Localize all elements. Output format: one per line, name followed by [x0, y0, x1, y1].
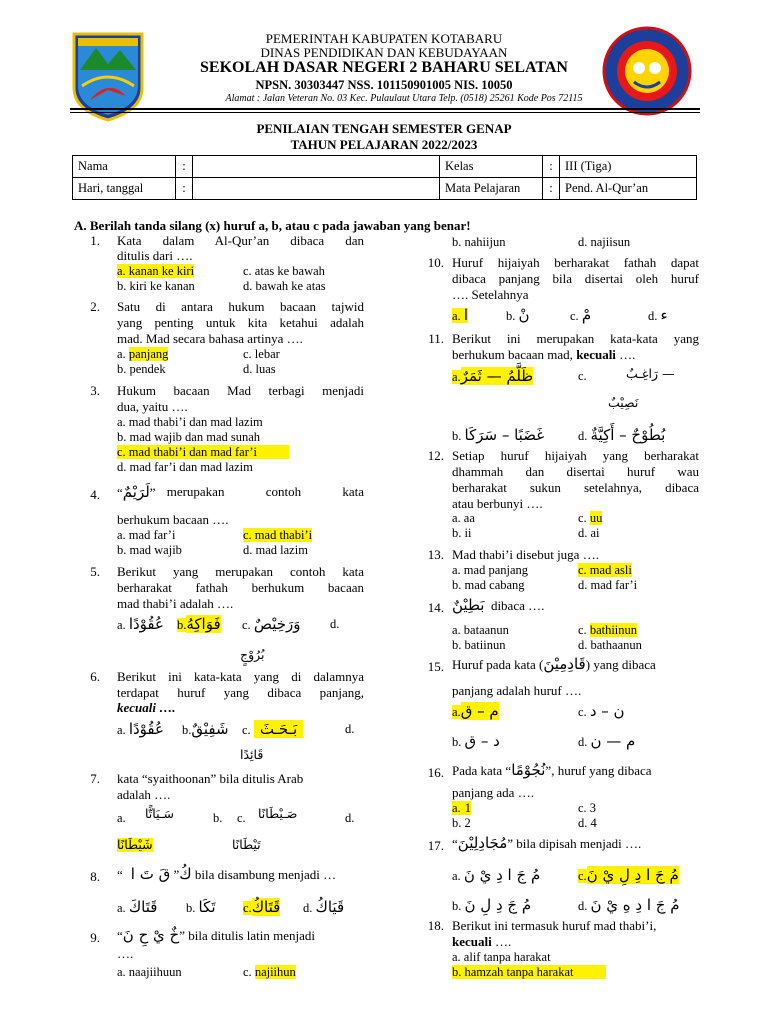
question-text: بَطِيْنٌ dibaca ….	[452, 596, 545, 614]
question-number: 13.	[427, 547, 444, 562]
option-b[interactable]: شَيْطَانًا	[117, 837, 153, 852]
option-c[interactable]: مُ جَ ا دِ لِ يْ نَ	[586, 866, 679, 884]
option-d[interactable]: بُطُوْحٌ – أَكِيَّةٌ	[590, 426, 666, 444]
option-a[interactable]: a. mad panjang	[452, 563, 529, 577]
question-text: Huruf pada kata (قَادِمِيْنَ) yang dibaca	[452, 655, 656, 673]
question-text: Berikut yang merupakan contoh kata	[117, 564, 364, 579]
option-c[interactable]: c. atas ke bawah	[243, 264, 325, 278]
option-d[interactable]: d. mad far’i dan mad lazim	[117, 460, 253, 474]
hari-label: Hari, tanggal	[73, 178, 176, 200]
option-d[interactable]: قَيَاكُ	[315, 898, 345, 916]
school-ids: NPSN. 30303447 NSS. 101150901005 NIS. 10050	[255, 78, 513, 92]
exam-title: PENILAIAN TENGAH SEMESTER GENAP	[256, 121, 512, 136]
question-text: “خٌ يْ حِ نَ” bila ditulis latin menjadi	[117, 926, 315, 944]
kelas-value: III (Tiga)	[560, 156, 697, 178]
colon: :	[543, 178, 560, 200]
option-a[interactable]: 1	[461, 801, 471, 815]
question-text: atau berbunyi ….	[452, 496, 543, 511]
question-text: Berikut ini kata-kata yang di dalamnya	[117, 669, 364, 684]
option-a[interactable]: م – ق	[460, 702, 499, 720]
colon: :	[176, 156, 193, 178]
question-text: berhukum bacaan ….	[117, 512, 229, 527]
gov-name: PEMERINTAH KABUPATEN KOTABARU	[265, 31, 503, 46]
option-c[interactable]: bathiinun	[589, 623, 638, 637]
question-text: ditulis dari ….	[117, 248, 193, 263]
option-b[interactable]: b. ii	[452, 526, 472, 540]
option-b[interactable]: د – ق	[464, 732, 500, 750]
option-a[interactable]: a. bataanun	[452, 623, 509, 637]
hari-field[interactable]	[193, 178, 440, 200]
option-d[interactable]: بُرُوْجٍ	[240, 647, 265, 662]
option-c[interactable]: c. mad asli	[578, 563, 632, 577]
question-text: panjang adalah huruf ….	[452, 683, 582, 698]
school-name: SEKOLAH DASAR NEGERI 2 BAHARU SELATAN	[200, 59, 568, 76]
option-b[interactable]: b. mad wajib dan mad sunah	[117, 430, 261, 444]
option-d[interactable]: d. bawah ke atas	[243, 279, 326, 293]
option-c[interactable]: وَرَخِيْصٌ	[253, 615, 301, 633]
question-number: 3.	[90, 383, 100, 398]
option-a[interactable]: ا	[463, 306, 468, 324]
option-c[interactable]: قَتَاكُ	[251, 898, 281, 916]
question-text: “لَرَيْمٌ” merupakan contoh kata	[117, 483, 364, 501]
question-number: 8.	[90, 869, 100, 884]
option-b[interactable]: b. 2	[452, 816, 471, 830]
option-b[interactable]: مُ جَ دِ لِ نَ	[464, 896, 532, 914]
option-b[interactable]: نْ	[518, 306, 530, 324]
question-text: Hukum bacaan Mad terbagi menjadi	[117, 383, 364, 398]
option-c[interactable]: c. mad thabi’i	[243, 528, 313, 542]
question-text: berhukum bacaan mad, kecuali ….	[452, 347, 636, 362]
question-text: mad thabi’i adalah ….	[117, 596, 234, 611]
option-c[interactable]: مْ	[581, 306, 592, 324]
option-d-label: d.	[345, 722, 355, 736]
nama-label: Nama	[73, 156, 176, 178]
option-d[interactable]: d. luas	[243, 362, 276, 376]
option-b[interactable]: b. pendek	[117, 362, 166, 376]
option-b[interactable]: b. mad cabang	[452, 578, 525, 592]
question-text: dhammah dan disertai huruf wau	[452, 464, 699, 479]
option-d[interactable]: d. 4	[578, 816, 597, 830]
arabic-word: لَرَيْمٌ	[122, 483, 150, 501]
header-rule	[70, 108, 700, 113]
option-a[interactable]: a. naajiihuun	[117, 965, 182, 979]
question-number: 1.	[90, 233, 100, 248]
option-a[interactable]: a. mad far’i	[117, 528, 176, 542]
nama-field[interactable]	[193, 156, 440, 178]
option-b[interactable]: غَضَبًا – سَرَكَا	[464, 426, 545, 444]
option-c-label: c.	[237, 811, 246, 825]
option-b[interactable]: شَفِيْقٌ	[191, 720, 229, 738]
option-d[interactable]: م — ن	[590, 732, 636, 750]
option-b[interactable]: b. kiri ke kanan	[117, 279, 195, 293]
question-text: Huruf hijaiyah berharakat fathah dapat	[452, 255, 699, 270]
question-number: 6.	[90, 669, 100, 684]
question-text: Kata dalam Al-Qur’an dibaca dan	[117, 233, 364, 248]
option-c-label: c.	[578, 369, 587, 383]
question-text: Berikut ini merupakan kata-kata yang	[452, 331, 699, 346]
office-name: DINAS PENDIDIKAN DAN KEBUDAYAAN	[260, 45, 508, 60]
question-number: 7.	[90, 771, 100, 786]
question-text: Berikut ini termasuk huruf mad thabi’i,	[452, 918, 657, 933]
option-b[interactable]: b. hamzah tanpa harakat	[452, 965, 606, 979]
question-number: 16.	[427, 765, 444, 780]
option-a[interactable]: a. kanan ke kiri	[117, 264, 195, 278]
option-a[interactable]: عُقُوْدًا	[128, 615, 164, 633]
option-c[interactable]: رَاغِـبٌ —	[626, 366, 675, 381]
question-text: terdapat huruf yang dibaca panjang,	[117, 685, 364, 700]
option-b-label: b.	[213, 811, 223, 825]
option-d[interactable]: مُ جَ ا دِ هِ يْ نَ	[590, 896, 680, 914]
option-d[interactable]: d. bathaanun	[578, 638, 642, 652]
question-text: berharakat fathah berhukum bacaan	[117, 580, 364, 595]
student-info-table	[72, 155, 697, 200]
question-text: ….	[117, 946, 134, 961]
colon: :	[543, 156, 560, 178]
question-text: panjang ada ….	[452, 785, 534, 800]
question-number: 11.	[428, 331, 444, 346]
option-a[interactable]: ظَلَّمُ — ثَمَرٌ	[460, 367, 534, 385]
question-text: …. Setelahnya	[452, 287, 529, 302]
question-text: adalah ….	[117, 787, 171, 802]
option-d-label: d.	[330, 617, 340, 631]
option-b[interactable]: b. batiinun	[452, 638, 506, 652]
option-c[interactable]: نَصِيْبٌ	[608, 395, 639, 410]
option-c[interactable]: najiihun	[254, 965, 296, 979]
option-a[interactable]: مُ جَ ا دِ يْ نَ	[463, 866, 541, 884]
question-text: kecuali ….	[117, 700, 176, 715]
question-text: Satu di antara hukum bacaan tajwid	[117, 299, 364, 314]
option-d[interactable]: d. mad lazim	[243, 543, 308, 557]
question-text: berharakat sukun setelahnya, dibaca	[452, 480, 699, 495]
option-d[interactable]: قَائِدًا	[240, 747, 264, 762]
option-c[interactable]: صَـيْطَانًا	[258, 806, 298, 821]
question-number: 2.	[90, 299, 100, 314]
option-b[interactable]: b. nahiijun	[452, 235, 506, 249]
question-number: 15.	[427, 659, 444, 674]
question-number: 18.	[427, 918, 444, 933]
question-text: yang penting untuk kita ketahui adalah	[117, 315, 364, 330]
option-c[interactable]: c. mad thabi’i dan mad far’i	[117, 445, 289, 459]
option-b[interactable]: b. mad wajib	[117, 543, 182, 557]
option-a-label: a.	[117, 811, 126, 825]
option-c[interactable]: ن – د	[589, 702, 625, 720]
school-address: Alamat : Jalan Veteran No. 03 Kec. Pulaulaut Utara Telp. (0518) 25261 Kode Pos 72115	[225, 93, 583, 104]
kelas-label: Kelas	[440, 156, 543, 178]
option-d[interactable]: d. mad far’i	[578, 578, 638, 592]
question-number: 9.	[90, 930, 100, 945]
question-number: 17.	[427, 838, 444, 853]
question-number: 10.	[427, 255, 444, 270]
mapel-value: Pend. Al-Qur’an	[560, 178, 697, 200]
option-d[interactable]: d. najiisun	[578, 235, 631, 249]
option-c[interactable]: c. 3	[578, 801, 597, 815]
question-text: mad. Mad secara bahasa artinya ….	[117, 331, 303, 346]
option-d[interactable]: ء	[660, 306, 668, 324]
option-a[interactable]: سَـيَاتًّا	[145, 806, 175, 821]
option-b[interactable]: تَكَا	[198, 898, 216, 916]
question-text: Pada kata “نُجُوْمًا”, huruf yang dibaca	[452, 761, 652, 779]
question-text: Mad thabi’i disebut juga ….	[452, 547, 599, 562]
question-text: Setiap huruf hijaiyah yang berharakat	[452, 448, 699, 463]
option-a[interactable]: قَتَاكَ	[128, 898, 158, 916]
question-number: 12.	[427, 448, 444, 463]
option-a[interactable]: a. mad thabi’i dan mad lazim	[117, 415, 263, 429]
option-d[interactable]: d. ai	[578, 526, 600, 540]
question-text: kecuali ….	[452, 934, 512, 949]
option-a[interactable]: a. alif tanpa harakat	[452, 950, 551, 964]
option-c[interactable]: uu	[589, 511, 603, 525]
school-year: TAHUN PELAJARAN 2022/2023	[290, 137, 478, 152]
option-a[interactable]: panjang	[128, 347, 169, 361]
question-number: 4.	[90, 487, 100, 502]
section-a-instruction: A. Berilah tanda silang (x) huruf a, b, atau c pada jawaban yang benar!	[74, 218, 471, 233]
question-text: dua, yaitu ….	[117, 399, 188, 414]
question-text: kata “syaithoonan” bila ditulis Arab	[117, 771, 304, 786]
option-c[interactable]: بَـحَـثَ	[254, 720, 303, 738]
question-number: 5.	[90, 564, 100, 579]
option-a[interactable]: a. aa	[452, 511, 475, 525]
option-c[interactable]: c. lebar	[243, 347, 280, 361]
option-a[interactable]: عُقُوْدًا	[128, 720, 164, 738]
option-b[interactable]: فَوَاكِهُ	[186, 615, 221, 633]
mapel-label: Mata Pelajaran	[440, 178, 543, 200]
question-text: “مُجَادِلِيْنَ” bila dipisah menjadi ….	[452, 834, 642, 852]
question-text: “ كُ” قَ تَ ا bila disambung menjadi …	[117, 865, 337, 883]
question-number: 14.	[427, 600, 444, 615]
option-d[interactable]: تَيْطَانًا	[232, 837, 261, 852]
colon: :	[176, 178, 193, 200]
option-d-label: d.	[345, 811, 355, 825]
question-text: dibaca panjang bila disertai oleh huruf	[452, 271, 699, 286]
